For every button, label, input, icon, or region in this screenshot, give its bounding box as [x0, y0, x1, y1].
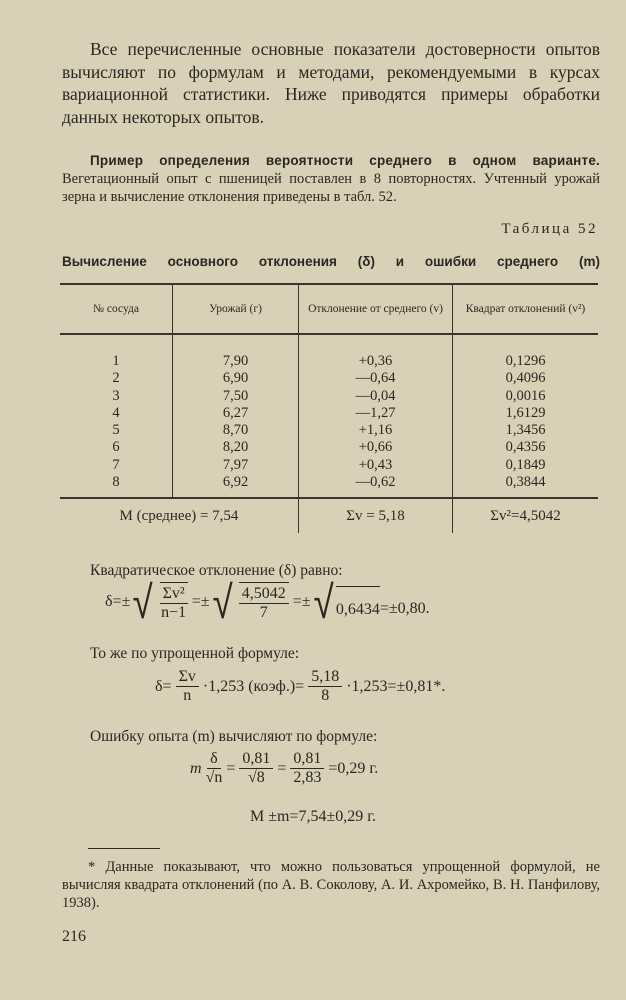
- table-cell: 6,27: [173, 405, 299, 422]
- footnote-divider: [88, 848, 160, 849]
- f3-den3: 2,83: [293, 769, 322, 786]
- table-title: Вычисление основного отклонения (δ) и ошибки среднего (m): [62, 254, 600, 269]
- f1-eq2: =±: [191, 593, 210, 610]
- table-cell: 4: [112, 404, 120, 421]
- table-cell: +1,16: [299, 422, 453, 439]
- f2-mid: ·1,253 (коэф.)=: [202, 677, 305, 695]
- f2-frac2: [308, 668, 342, 705]
- table-cell: 6,92: [173, 474, 299, 498]
- formula2-label: То же по упрощенной формуле:: [90, 645, 300, 662]
- table-cell: —0,64: [299, 370, 453, 387]
- f2-lhs: δ=: [155, 677, 172, 695]
- intro-paragraph: Все перечисленные основные показатели достоверности опытов вычисляют по формулам и методами, рекомендуемыми в курсах вариационной статистики. Ниже приводятся примеры обработки данных некоторых опытов.: [62, 39, 600, 127]
- f3-num1: δ: [207, 750, 221, 769]
- table-footer-row: [60, 498, 598, 533]
- table-cell: 5: [112, 422, 120, 439]
- f2-num1: Σv: [176, 668, 199, 687]
- table-cell: 0,1296: [453, 334, 599, 370]
- f1-eq3: =±: [292, 593, 311, 610]
- f2-den1: n: [183, 687, 192, 704]
- sqrt-icon: √: [212, 575, 233, 629]
- header-square: Квадрат отклонений (v²): [453, 284, 599, 334]
- table-cell: 0,4356: [453, 439, 599, 456]
- f1-frac1: [160, 582, 188, 622]
- f1-den2: 7: [259, 604, 268, 621]
- f1-num2: 4,5042: [239, 585, 289, 604]
- sqrt-icon: √: [313, 575, 334, 629]
- table-row: [60, 405, 598, 422]
- f1-frac2: [239, 582, 289, 622]
- formula-error: [190, 750, 378, 787]
- table-row: [60, 422, 598, 439]
- f1-den1: n−1: [161, 604, 187, 621]
- f2-frac1: [176, 668, 199, 705]
- table-cell: 7,90: [173, 334, 299, 370]
- table-row: [60, 388, 598, 405]
- table-cell: 2: [112, 370, 120, 387]
- table-cell: 3: [112, 387, 120, 404]
- sqrt-icon: √: [132, 575, 154, 629]
- f3-frac1: [206, 750, 223, 787]
- formula3-label: Ошибку опыта (m) вычисляют по формуле:: [90, 728, 378, 745]
- header-yield: Урожай (г): [173, 284, 299, 334]
- formula-delta: [105, 575, 430, 629]
- f3-num2: 0,81: [239, 750, 273, 769]
- f2-den2: 8: [321, 687, 330, 704]
- table-cell: 7: [112, 456, 120, 473]
- page-number: 216: [62, 928, 86, 945]
- table-cell: 8,70: [173, 422, 299, 439]
- f1-rad3: 0,6434: [336, 586, 380, 619]
- table-cell: +0,66: [299, 439, 453, 456]
- example-paragraph: [62, 152, 600, 206]
- table-cell: 7,50: [173, 388, 299, 405]
- table-cell: +0,43: [299, 457, 453, 474]
- f3-frac3: [290, 750, 324, 787]
- data-table: [60, 283, 598, 533]
- f3-lhs: m: [190, 759, 202, 777]
- table-footer-cell: M (среднее) = 7,54: [60, 498, 299, 533]
- header-vessel: № сосуда: [60, 284, 173, 334]
- table-number: Таблица 52: [501, 221, 598, 237]
- table-cell: 8,20: [173, 439, 299, 456]
- table-cell: 8: [112, 474, 120, 491]
- table-row: [60, 370, 598, 387]
- table-cell: 6: [112, 439, 120, 456]
- example-text: Вегетационный опыт с пшеницей поставлен в 8 повторностях. Учтенный урожай зерна и вычисление отклонения приведены в табл. 52.: [62, 171, 600, 205]
- table-cell: 0,3844: [453, 474, 599, 498]
- table-cell: 1,3456: [453, 422, 599, 439]
- table-header-row: [60, 284, 598, 334]
- table-cell: —0,62: [299, 474, 453, 498]
- table-cell: +0,36: [299, 334, 453, 370]
- table-cell: 6,90: [173, 370, 299, 387]
- table-cell: 0,1849: [453, 457, 599, 474]
- f1-result: =±0,80.: [379, 600, 430, 617]
- f1-num1: Σv²: [160, 585, 188, 604]
- table-cell: 1,6129: [453, 405, 599, 422]
- table-cell: 0,4096: [453, 370, 599, 387]
- header-deviation: Отклонение от среднего (v): [299, 284, 453, 334]
- formula-result: M ±m=7,54±0,29 г.: [250, 808, 377, 825]
- f3-result: =0,29 г.: [328, 759, 379, 777]
- table-footer-cell: Σv = 5,18: [299, 498, 453, 533]
- table-row: [60, 439, 598, 456]
- table-row: [60, 334, 598, 370]
- f3-eq2: =: [226, 759, 236, 777]
- table-cell: —1,27: [299, 405, 453, 422]
- f3-den1: √n: [205, 769, 223, 786]
- table-row: [60, 474, 598, 498]
- table-cell: 1: [112, 353, 120, 369]
- table-cell: 7,97: [173, 457, 299, 474]
- f2-num2: 5,18: [308, 668, 342, 687]
- example-heading: Пример определения вероятности среднего в одном варианте.: [90, 153, 600, 168]
- formula-delta-simplified: [155, 668, 445, 705]
- table-cell: —0,04: [299, 388, 453, 405]
- table-footer-cell: Σv²=4,5042: [453, 498, 599, 533]
- f3-frac2: [239, 750, 273, 787]
- formula1-label: Квадратическое отклонение (δ) равно:: [90, 562, 343, 579]
- f2-result: ·1,253=±0,81*.: [346, 677, 446, 695]
- table-cell: 0,0016: [453, 388, 599, 405]
- f3-eq3: =: [277, 759, 287, 777]
- f3-num3: 0,81: [290, 750, 324, 769]
- f3-den2: √8: [247, 769, 265, 786]
- footnote: * Данные показывают, что можно пользоваться упрощенной формулой, не вычисляя квадрата отклонений (по А. В. Соколову, А. И. Ахромейко, В. Н. Панфилову, 1938).: [62, 859, 600, 911]
- f1-lhs: δ=±: [105, 593, 131, 610]
- table-row: [60, 457, 598, 474]
